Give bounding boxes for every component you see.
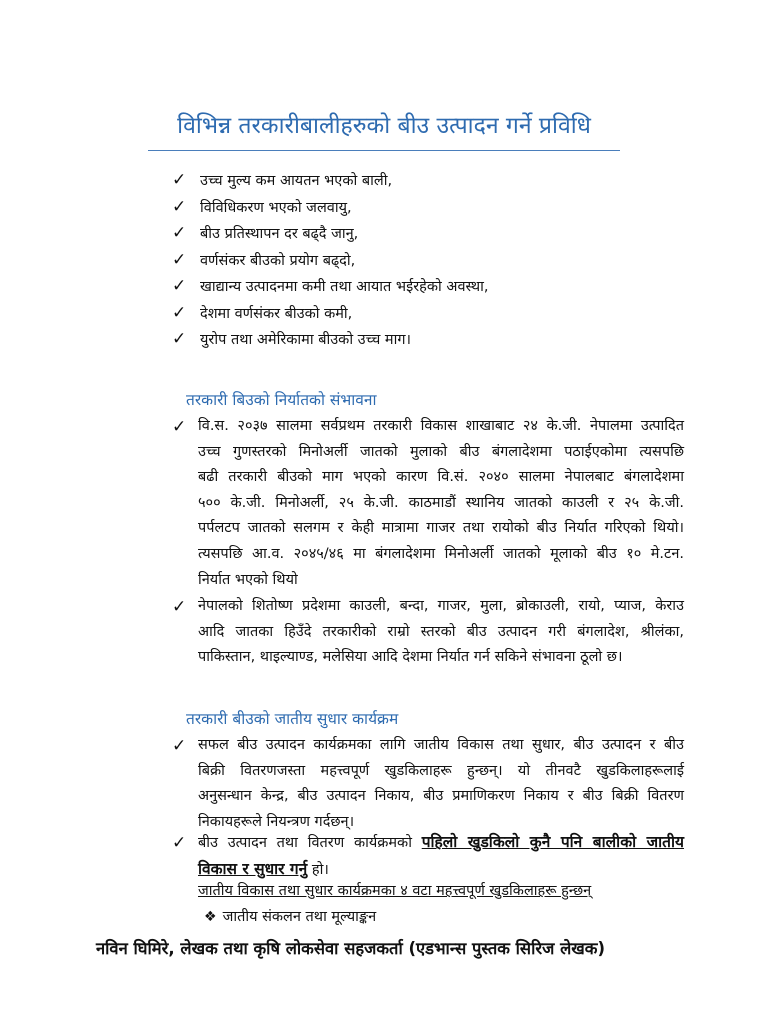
check-icon: ✓ — [172, 597, 187, 617]
export-paragraph-1: ✓ वि.स. २०३७ सालमा सर्वप्रथम तरकारी विकास शाखाबाट २४ के.जी. नेपालमा उत्पादित उच्च गुणस्तरको मिनोअर्ली जातको मुलाको बीउ बंगलादेशमा पठाईएकोमा त्यसपछि बढी तरकारी बीउको माग भएको कारण वि.सं. २०४० सालमा नेपालबाट बंगलादेशमा ५०० के.जी. मिनोअर्ली, २५ के.जी. काठमाडौं स्थानिय जातको काउली र २५ के.जी. पर्पलटप जातको सलगम र केही मात्रामा गाजर तथा रायोको बीउ निर्यात गरिएको थियो। त्यसपछि आ.व. २०४५/४६ मा बंगलादेशमा मिनोअर्ली जातको मूलाको बीउ १० मे.टन. निर्यात भएको थियो — [172, 417, 684, 588]
list-item: ✓ खाद्यान्य उत्पादनमा कमी तथा आयात भईरहेको अवस्था, — [172, 276, 489, 296]
check-icon: ✓ — [172, 276, 187, 296]
improvement-paragraph-1: ✓ सफल बीउ उत्पादन कार्यक्रमका लागि जातीय विकास तथा सुधार, बीउ उत्पादन र बीउ बिक्री वितरणजस्ता महत्त्वपूर्ण खुडकिलाहरू हुन्छन्। यो तीनवटै खुडकिलाहरूलाई अनुसन्धान केन्द्र, बीउ उत्पादन निकाय, बीउ प्रमाणिकरण निकाय र बीउ बिक्री वितरण निकायहरूले नियन्त्रण गर्दछन्। — [172, 736, 684, 830]
diamond-bullet-icon: ❖ — [204, 909, 217, 925]
list-item: ✓ बीउ प्रतिस्थापन दर बढ्दै जानु, — [172, 223, 359, 243]
list-item: ✓ उच्च मुल्य कम आयतन भएको बाली, — [172, 170, 393, 190]
list-item: ✓ देशमा वर्णसंकर बीउको कमी, — [172, 302, 353, 323]
list-item: ✓ विविधिकरण भएको जलवायु, — [172, 196, 352, 217]
section-heading-export: तरकारी बिउको निर्यातको संभावना — [186, 391, 377, 409]
list-item: ✓ वर्णसंकर बीउको प्रयोग बढ्दो, — [172, 249, 356, 270]
document-title: विभिन्न तरकारीबालीहरुको बीउ उत्पादन गर्ने प्रविधि — [177, 113, 591, 139]
check-icon: ✓ — [172, 417, 187, 437]
steps-note: जातीय विकास तथा सुधार कार्यक्रमका ४ वटा महत्त्वपूर्ण खुडकिलाहरू हुन्छन् — [198, 883, 592, 899]
section-heading-improvement: तरकारी बीउको जातीय सुधार कार्यक्रम — [186, 710, 399, 728]
check-icon: ✓ — [172, 329, 187, 349]
list-item: ✓ युरोप तथा अमेरिकामा बीउको उच्च माग। — [172, 329, 411, 349]
intro-checklist — [172, 168, 672, 354]
export-paragraph-2: ✓ नेपालको शितोष्ण प्रदेशमा काउली, बन्दा, गाजर, मुला, ब्रोकाउली, रायो, प्याज, केराउ आदि जातका हिउँदे तरकारीको राम्रो स्तरको बीउ उत्पादन गरी बंगलादेश, श्रीलंका, पाकिस्तान, थाइल्याण्ड, मलेसिया आदि देशमा निर्यात गर्न सकिने संभावना ठूलो छ। — [172, 597, 684, 666]
title-underline — [148, 150, 620, 151]
check-icon: ✓ — [172, 736, 187, 756]
check-icon: ✓ — [172, 170, 187, 190]
improvement-paragraph-2: ✓ बीउ उत्पादन तथा वितरण कार्यक्रमको पहिलो खुडकिलो कुनै पनि बालीको जातीय विकास र सुधार गर्नु हो। — [172, 833, 685, 878]
emphasis-text: विकास र सुधार गर्नु — [198, 859, 308, 878]
author-footer: नविन घिमिरे, लेखक तथा कृषि लोकसेवा सहजकर्ता (एडभान्स पुस्तक सिरिज लेखक) — [96, 939, 605, 958]
check-icon: ✓ — [172, 196, 187, 217]
diamond-list-item: ❖ जातीय संकलन तथा मूल्याङ्कन — [204, 909, 377, 925]
check-icon: ✓ — [172, 833, 187, 853]
check-icon: ✓ — [172, 223, 187, 243]
check-icon: ✓ — [172, 249, 187, 270]
emphasis-text: पहिलो खुडकिलो कुनै पनि बालीको जातीय — [421, 833, 685, 851]
check-icon: ✓ — [172, 302, 187, 323]
